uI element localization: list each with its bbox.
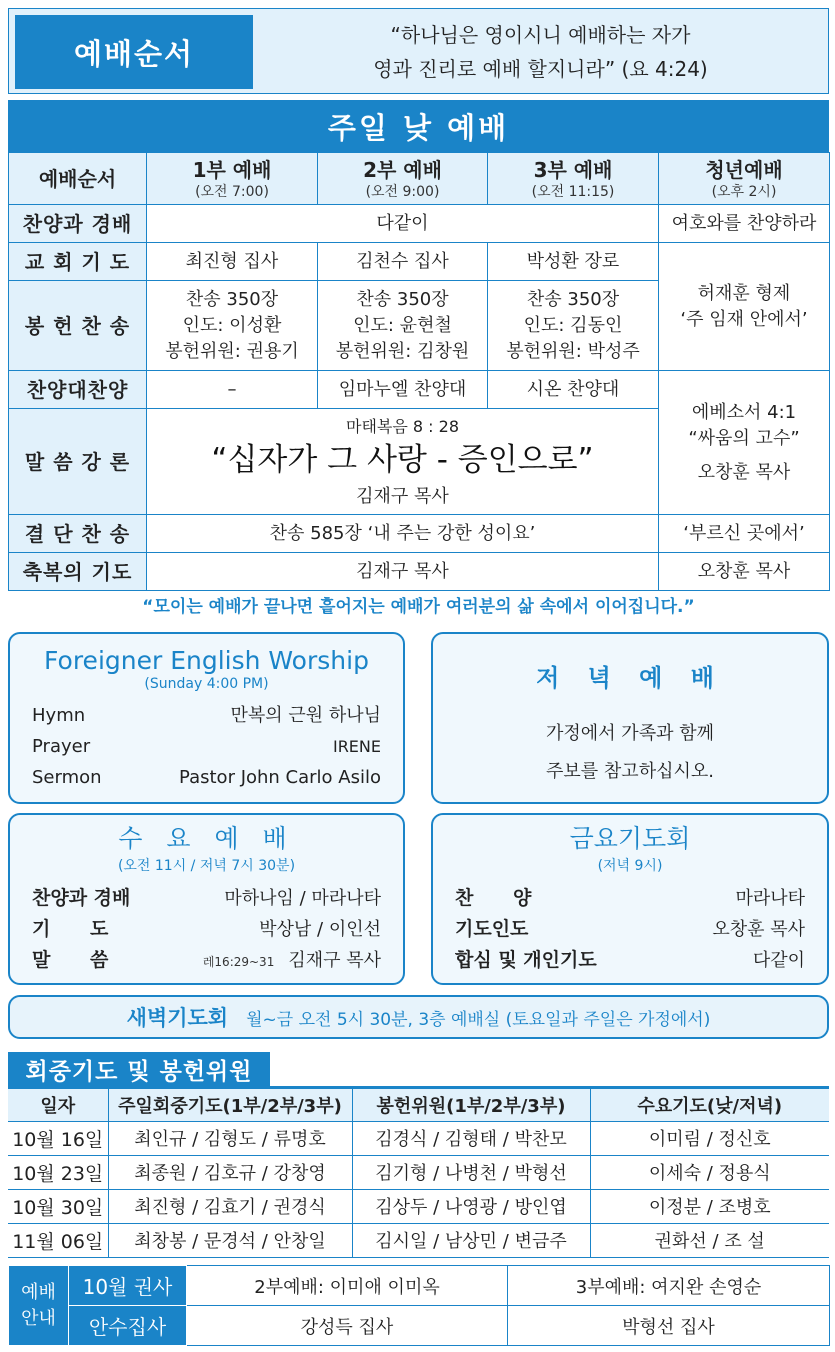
- table-row: [9, 515, 830, 553]
- row-wednesday-prayer: 이미림 / 정신호: [590, 1121, 829, 1155]
- youth-offering: 허재훈 형제 ‘주 임재 안에서’: [659, 243, 830, 371]
- prayer-service-1: 최진형 집사: [147, 243, 318, 281]
- table-row: [9, 205, 830, 243]
- english-worship-title: Foreigner English Worship: [44, 646, 369, 675]
- header-offering-committee: 봉헌위원(1부/2부/3부): [352, 1089, 590, 1121]
- guide-row2-label: 안수집사: [69, 1306, 187, 1346]
- row-congregation-prayer: 최인규 / 김형도 / 류명호: [108, 1121, 352, 1155]
- wednesday-worship-box: [8, 813, 405, 985]
- header-label: 예배순서: [15, 15, 253, 89]
- friday-prayer-box: [431, 813, 829, 985]
- sunday-service-title: 주일 낮 예배: [8, 100, 829, 152]
- evening-worship-box: [431, 632, 829, 804]
- quote-line-1: “하나님은 영이시니 예배하는 자가: [390, 23, 691, 47]
- table-row: [8, 1223, 829, 1257]
- row-wednesday-prayer: 이정분 / 조병호: [590, 1189, 829, 1223]
- dawn-prayer-title: 새벽기도회: [126, 1006, 229, 1030]
- wednesday-row-sermon: 말 씀 레16:29~31 김재구 목사: [32, 949, 381, 971]
- row-date: 10월 30일: [8, 1189, 108, 1223]
- col-header-order: 예배순서: [9, 153, 147, 205]
- prayer-table-title: 회중기도 및 봉헌위원: [8, 1052, 270, 1086]
- guide-row2-a: 강성득 집사: [187, 1306, 508, 1346]
- evening-worship-title: 저 녁 예 배: [536, 664, 724, 692]
- sunday-service-table: [8, 152, 830, 591]
- offering-service-3: 찬송 350장 인도: 김동인 봉헌위원: 박성주: [488, 281, 659, 371]
- row-label-sermon: 말 씀 강 론: [9, 409, 147, 515]
- row-congregation-prayer: 최진형 / 김효기 / 권경식: [108, 1189, 352, 1223]
- row-label-prayer: 교 회 기 도: [9, 243, 147, 281]
- table-row: [8, 1155, 829, 1189]
- row-wednesday-prayer: 이세숙 / 정용식: [590, 1155, 829, 1189]
- closing-quote: “모이는 예배가 끝나면 흩어지는 예배가 여러분의 삶 속에서 이어집니다.”: [142, 597, 695, 617]
- choir-service-1: –: [147, 371, 318, 409]
- row-wednesday-prayer: 권화선 / 조 설: [590, 1223, 829, 1257]
- col-header-service-1: 1부 예배 (오전 7:00): [147, 153, 318, 205]
- row-offering-committee: 김기형 / 나병천 / 박형선: [352, 1155, 590, 1189]
- header-congregation-prayer: 주일회중기도(1부/2부/3부): [108, 1089, 352, 1121]
- wednesday-worship-title: 수 요 예 배: [118, 824, 295, 853]
- guide-row1-service2: 2부예배: 이미애 이미옥: [187, 1266, 508, 1306]
- closing-hymn-all: 찬송 585장 ‘내 주는 강한 성이요’: [147, 515, 659, 553]
- english-worship-box: [8, 632, 405, 804]
- row-offering-committee: 김경식 / 김형태 / 박찬모: [352, 1121, 590, 1155]
- guide-row1-label: 10월 권사: [69, 1266, 187, 1306]
- sermon-reference: 마태복음 8 : 28: [345, 416, 459, 436]
- table-row: [8, 1121, 829, 1155]
- table-row: [9, 553, 830, 591]
- row-label-choir: 찬양대찬양: [9, 371, 147, 409]
- row-offering-committee: 김시일 / 남상민 / 변금주: [352, 1223, 590, 1257]
- friday-row-group: 합심 및 개인기도 다같이: [455, 949, 805, 971]
- benediction-youth: 오창훈 목사: [659, 553, 830, 591]
- english-row-sermon: Sermon Pastor John Carlo Asilo: [32, 767, 381, 788]
- row-label-offering: 봉 헌 찬 송: [9, 281, 147, 371]
- closing-hymn-youth: ‘부르신 곳에서’: [659, 515, 830, 553]
- dawn-prayer-bar: [8, 995, 829, 1039]
- row-congregation-prayer: 최종원 / 김호규 / 강창영: [108, 1155, 352, 1189]
- header-date: 일자: [8, 1089, 108, 1121]
- header-quote: [259, 15, 822, 89]
- header: [8, 8, 829, 94]
- praise-all: 다같이: [147, 205, 659, 243]
- sermon-main: [147, 409, 659, 515]
- table-row: [9, 243, 830, 281]
- praise-youth: 여호와를 찬양하라: [659, 205, 830, 243]
- wednesday-row-prayer: 기 도 박상남 / 이인선: [32, 918, 381, 940]
- wednesday-worship-time: (오전 11시 / 저녁 7시 30분): [117, 858, 296, 874]
- evening-line-1: 가정에서 가족과 함께: [546, 723, 714, 744]
- guide-row2-b: 박형선 집사: [508, 1306, 830, 1346]
- prayer-service-2: 김천수 집사: [318, 243, 488, 281]
- choir-service-2: 임마누엘 찬양대: [318, 371, 488, 409]
- row-label-benediction: 축복의 기도: [9, 553, 147, 591]
- english-worship-time: (Sunday 4:00 PM): [144, 676, 269, 692]
- sermon-preacher: 김재구 목사: [356, 485, 449, 507]
- friday-row-leader: 기도인도 오창훈 목사: [455, 918, 805, 940]
- table-row: [9, 1306, 830, 1346]
- table-row: [9, 1266, 830, 1306]
- prayer-rota-table: [8, 1089, 829, 1258]
- benediction-all: 김재구 목사: [147, 553, 659, 591]
- table-row: [9, 371, 830, 409]
- english-row-prayer: Prayer IRENE: [32, 736, 381, 757]
- guide-label: 예배 안내: [9, 1266, 69, 1346]
- row-label-praise: 찬양과 경배: [9, 205, 147, 243]
- row-date: 10월 16일: [8, 1121, 108, 1155]
- youth-sermon: 에베소서 4:1 “싸움의 고수” 오창훈 목사: [659, 371, 830, 515]
- dawn-prayer-text: 월~금 오전 5시 30분, 3층 예배실 (토요일과 주일은 가정에서): [246, 1009, 711, 1030]
- quote-line-2: 영과 진리로 예배 할지니라” (요 4:24): [373, 57, 708, 81]
- col-header-service-2: 2부 예배 (오전 9:00): [318, 153, 488, 205]
- table-header-row: [9, 153, 830, 205]
- row-congregation-prayer: 최창봉 / 문경석 / 안창일: [108, 1223, 352, 1257]
- guide-row1-service3: 3부예배: 여지완 손영순: [508, 1266, 830, 1306]
- col-header-service-3: 3부 예배 (오전 11:15): [488, 153, 659, 205]
- choir-service-3: 시온 찬양대: [488, 371, 659, 409]
- col-header-youth: 청년예배 (오후 2시): [659, 153, 830, 205]
- offering-service-1: 찬송 350장 인도: 이성환 봉헌위원: 권용기: [147, 281, 318, 371]
- worship-guide-table: [8, 1265, 830, 1346]
- friday-row-praise: 찬 양 마라나타: [455, 887, 805, 909]
- prayer-table-header: [8, 1089, 829, 1121]
- row-date: 10월 23일: [8, 1155, 108, 1189]
- sermon-title: “십자가 그 사랑 - 증인으로”: [211, 441, 594, 478]
- wednesday-row-praise: 찬양과 경배 마하나임 / 마라나타: [32, 887, 381, 909]
- row-label-closing-hymn: 결 단 찬 송: [9, 515, 147, 553]
- prayer-service-3: 박성환 장로: [488, 243, 659, 281]
- friday-prayer-time: (저녁 9시): [597, 858, 663, 874]
- evening-line-2: 주보를 참고하십시오.: [546, 761, 714, 782]
- table-row: [8, 1189, 829, 1223]
- english-row-hymn: Hymn 만복의 근원 하나님: [32, 705, 381, 726]
- offering-service-2: 찬송 350장 인도: 윤현철 봉헌위원: 김창원: [318, 281, 488, 371]
- row-date: 11월 06일: [8, 1223, 108, 1257]
- row-offering-committee: 김상두 / 나영광 / 방인엽: [352, 1189, 590, 1223]
- friday-prayer-title: 금요기도회: [569, 824, 691, 853]
- header-wednesday-prayer: 수요기도(낮/저녁): [590, 1089, 829, 1121]
